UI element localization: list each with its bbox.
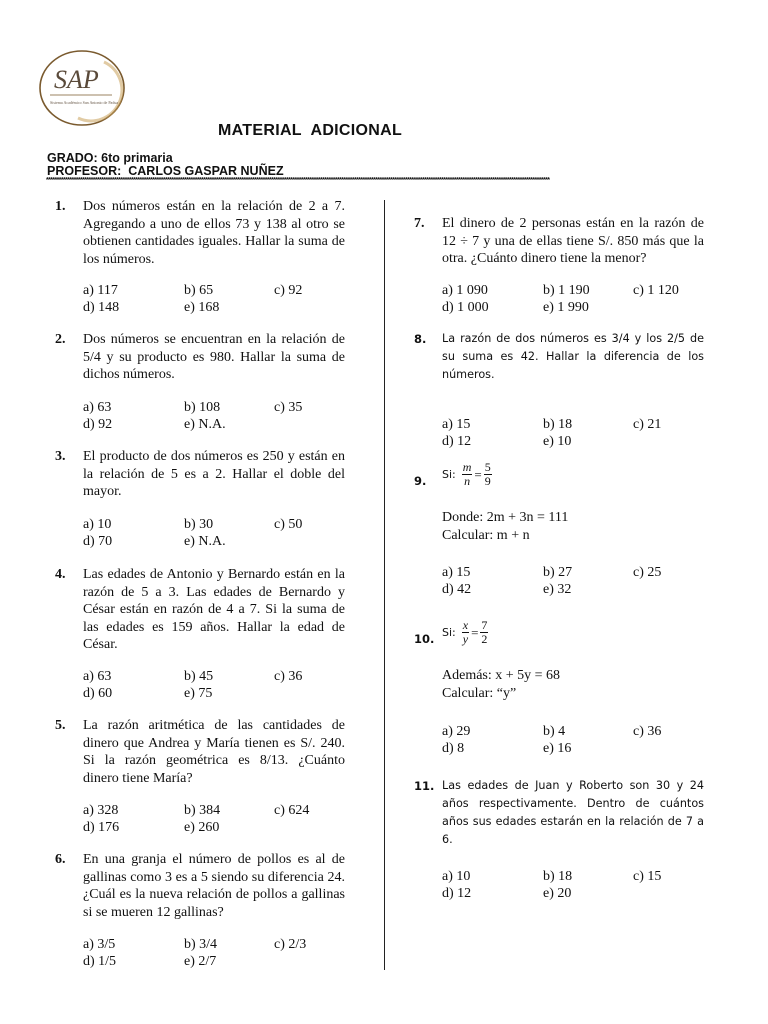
- question-text: Las edades de Juan y Roberto son 30 y 24 años respectivamente. Dentro de cuántos años sus edades estarán en la relación de 7 a 6.: [442, 779, 704, 846]
- fraction-numerator: m: [462, 460, 472, 474]
- option-c: c) 50: [274, 517, 303, 532]
- question-text: La razón de dos números es 3/4 y los 2/5 de su suma es 42. Hallar la diferencia de los números.: [442, 332, 704, 381]
- question-10: [414, 618, 704, 756]
- question-11: [414, 777, 704, 901]
- option-d: d) 42: [442, 582, 472, 597]
- option-c: c) 36: [633, 724, 662, 739]
- question-number: 8.: [414, 332, 427, 346]
- condition-line: Donde: 2m + 3n = 111: [442, 510, 569, 525]
- question-4: [55, 566, 345, 701]
- option-e: e) 16: [543, 741, 572, 756]
- option-c: c) 92: [274, 283, 303, 298]
- option-a: a) 3/5: [83, 937, 116, 952]
- question-number: 6.: [55, 852, 66, 867]
- fraction-denominator: y: [462, 632, 469, 646]
- fraction-left: [462, 619, 469, 646]
- option-b: b) 4: [543, 724, 566, 739]
- question-number: 7.: [414, 216, 425, 231]
- option-a: a) 10: [83, 517, 112, 532]
- option-b: b) 108: [184, 400, 221, 415]
- calculate-line: Calcular: “y”: [442, 686, 517, 701]
- grade-label: GRADO: 6to primaria: [47, 151, 173, 165]
- equation: [442, 461, 492, 488]
- option-a: a) 29: [442, 724, 471, 739]
- option-a: a) 63: [83, 669, 112, 684]
- option-d: d) 60: [83, 686, 113, 701]
- fraction-denominator: 2: [481, 632, 488, 646]
- equation: [442, 619, 488, 646]
- question-3: [55, 448, 345, 549]
- question-text: En una granja el número de pollos es al de gallinas como 3 es a 5 siendo su diferencia 24. ¿Cuál es la nueva relación de pollos a gallinas si se mueren 12 gallinas?: [83, 852, 345, 920]
- option-c: c) 35: [274, 400, 303, 415]
- option-d: d) 70: [83, 534, 113, 549]
- fraction-numerator: x: [462, 618, 469, 632]
- option-b: b) 30: [184, 517, 214, 532]
- option-d: d) 8: [442, 741, 465, 756]
- option-c: c) 624: [274, 803, 310, 818]
- header-separator: *********************************************************************************************************************************************************************************************************************************************: [46, 177, 550, 184]
- si-label: Si:: [442, 626, 456, 639]
- question-7: [414, 215, 704, 315]
- fraction-denominator: 9: [484, 474, 491, 488]
- option-d: d) 1/5: [83, 954, 117, 969]
- page-title: MATERIAL ADICIONAL: [218, 122, 403, 139]
- question-2: [55, 331, 345, 432]
- question-text: Dos números se encuentran en la relación de 5/4 y su producto es 980. Hallar la suma de dichos números.: [83, 332, 345, 382]
- question-text: El producto de dos números es 250 y están en la relación de 5 es a 2. Hallar el doble del mayor.: [83, 449, 345, 499]
- option-c: c) 25: [633, 565, 662, 580]
- fraction-numerator: 5: [484, 460, 491, 474]
- option-a: a) 15: [442, 565, 471, 580]
- question-8: [414, 330, 704, 449]
- equals-sign: =: [471, 624, 479, 640]
- question-number: 2.: [55, 332, 66, 347]
- fraction-denominator: n: [464, 474, 471, 488]
- option-d: d) 12: [442, 886, 472, 901]
- option-e: e) 32: [543, 582, 572, 597]
- question-number: 4.: [55, 567, 66, 582]
- question-1: [55, 198, 345, 315]
- option-e: e) N.A.: [184, 534, 226, 549]
- question-9: [414, 460, 704, 597]
- option-d: d) 176: [83, 820, 120, 835]
- option-a: a) 15: [442, 417, 471, 432]
- question-number: 11.: [414, 779, 435, 793]
- option-d: d) 1 000: [442, 300, 489, 315]
- logo-text: SAP: [54, 65, 99, 94]
- option-d: d) 148: [83, 300, 120, 315]
- question-text: Las edades de Antonio y Bernardo están en la razón de 5 a 3. Las edades de Bernardo y César están en razón de 4 a 7. Si la suma de las edades es 159 años. Hallar la edad de César.: [83, 567, 345, 652]
- column-divider: [384, 200, 385, 970]
- option-c: c) 1 120: [633, 283, 679, 298]
- option-e: e) 20: [543, 886, 572, 901]
- option-b: b) 18: [543, 417, 573, 432]
- question-text: La razón aritmética de las cantidades de dinero que Andrea y María tienen es S/. 240. Si la razón geométrica es 8/13. ¿Cuánto dinero tiene María?: [83, 718, 345, 786]
- question-6: [55, 851, 345, 969]
- question-number: 5.: [55, 718, 66, 733]
- option-e: e) 2/7: [184, 954, 217, 969]
- question-number: 1.: [55, 199, 66, 214]
- question-text: El dinero de 2 personas están en la razón de 12 ÷ 7 y una de ellas tiene S/. 850 más que la otra. ¿Cuánto dinero tiene la menor?: [442, 216, 704, 266]
- option-b: b) 384: [184, 803, 221, 818]
- option-e: e) 10: [543, 434, 572, 449]
- school-logo: [38, 48, 126, 128]
- option-a: a) 117: [83, 283, 118, 298]
- question-5: [55, 717, 345, 835]
- option-b: b) 3/4: [184, 937, 218, 952]
- option-b: b) 18: [543, 869, 573, 884]
- sap-logo-icon: [38, 48, 126, 128]
- option-d: d) 12: [442, 434, 472, 449]
- option-e: e) 260: [184, 820, 220, 835]
- option-e: e) N.A.: [184, 417, 226, 432]
- option-c: c) 36: [274, 669, 303, 684]
- option-a: a) 10: [442, 869, 471, 884]
- fraction-numerator: 7: [481, 618, 488, 632]
- option-d: d) 92: [83, 417, 113, 432]
- option-b: b) 65: [184, 283, 214, 298]
- option-a: a) 1 090: [442, 283, 488, 298]
- calculate-line: Calcular: m + n: [442, 528, 530, 543]
- question-number: 9.: [414, 474, 427, 488]
- logo-subtext: Sistema Académico San Antonio de Padua: [50, 100, 119, 105]
- fraction-left: [462, 461, 473, 488]
- fraction-right: [484, 461, 492, 488]
- option-b: b) 27: [543, 565, 573, 580]
- option-c: c) 2/3: [274, 937, 307, 952]
- option-e: e) 1 990: [543, 300, 589, 315]
- question-text: Dos números están en la relación de 2 a 7. Agregando a uno de ellos 73 y 138 al otro se obtienen cantidades iguales. Hallar la suma de los números.: [83, 199, 345, 267]
- fraction-right: [480, 619, 488, 646]
- option-c: c) 21: [633, 417, 662, 432]
- question-number: 10.: [414, 632, 435, 646]
- condition-line: Además: x + 5y = 68: [442, 668, 561, 683]
- si-label: Si:: [442, 468, 456, 481]
- option-b: b) 45: [184, 669, 214, 684]
- option-a: a) 63: [83, 400, 112, 415]
- question-number: 3.: [55, 449, 66, 464]
- equals-sign: =: [474, 466, 482, 482]
- option-e: e) 75: [184, 686, 213, 701]
- teacher-label: PROFESOR: CARLOS GASPAR NUÑEZ: [47, 164, 284, 178]
- option-b: b) 1 190: [543, 283, 590, 298]
- option-c: c) 15: [633, 869, 662, 884]
- option-e: e) 168: [184, 300, 220, 315]
- option-a: a) 328: [83, 803, 119, 818]
